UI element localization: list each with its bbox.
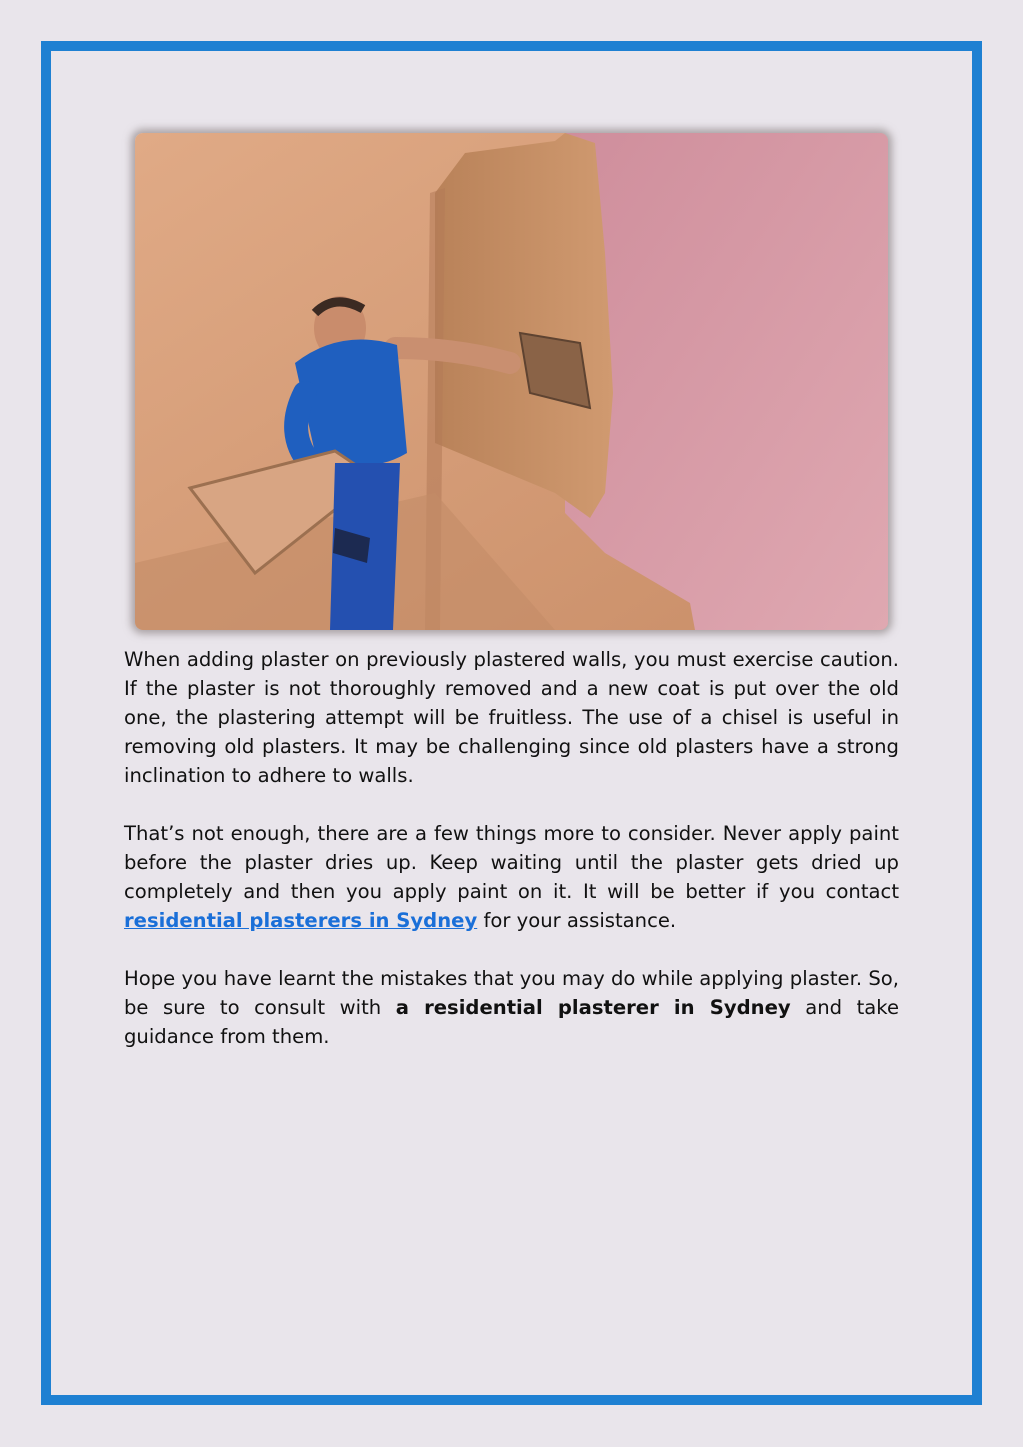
paragraph-2-text: That’s not enough, there are a few things more to consider. Never apply paint before the plaster dries up. Keep waiting until the plaster gets dried up completely and then you apply paint on it. It will be better if you contact — [124, 822, 899, 903]
paragraph-1 — [124, 645, 899, 790]
paragraph-3-text: Hope you have learnt the mistakes that you may do while applying plaster. So, be sure to consult with — [124, 967, 899, 1019]
paragraph-2-tail: for your assistance. — [477, 909, 677, 932]
article-body — [124, 645, 899, 1080]
bold-phrase: a residential plasterer in Sydney — [395, 996, 791, 1019]
residential-plasterers-link[interactable]: residential plasterers in Sydney — [124, 909, 478, 932]
paragraph-3-tail: and take guidance from them. — [124, 996, 899, 1048]
paragraph-3 — [124, 964, 899, 1051]
plasterer-photo — [135, 133, 888, 630]
paragraph-2 — [124, 819, 899, 935]
paragraph-1-text: When adding plaster on previously plastered walls, you must exercise caution. If the plaster is not thoroughly removed and a new coat is put over the old one, the plastering attempt will be fruitless. The use of a chisel is useful in removing old plasters. It may be challenging since old plasters have a strong inclination to adhere to walls. — [124, 648, 899, 787]
